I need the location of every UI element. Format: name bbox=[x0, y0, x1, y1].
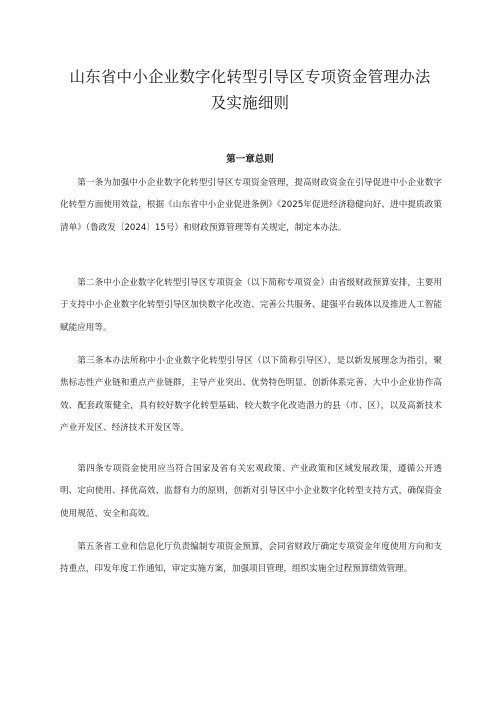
title-line-2: 及实施细则 bbox=[210, 94, 290, 112]
article-5-paragraph: 第五条省工业和信息化厅负责编制专项资金预算，会同省财政厅确定专项资金年度使用方向和支持重点，印发年度工作通知，审定实施方案，加强项目管理，组织实施全过程预算绩效管理。 bbox=[60, 542, 442, 575]
document-title bbox=[40, 64, 460, 116]
article-2-paragraph: 第二条中小企业数字化转型引导区专项资金（以下简称专项资金）由省级财政预算安排，主要用于支持中小企业数字化转型引导区加快数字化改造、完善公共服务、建强平台载体以及推进人工智能赋能应用等。 bbox=[60, 278, 442, 333]
article-3-paragraph: 第三条本办法所称中小企业数字化转型引导区（以下简称引导区），是以新发展理念为指引，聚焦标志性产业链和重点产业链群，主导产业突出、优势特色明显、创新体系完善、大中小企业协作高效、配套政策健全，具有较好数字化转型基础、较大数字化改造潜力的县（市、区），以及高新技术产业开发区、经济技术开发区等。 bbox=[60, 356, 442, 433]
chapter-heading: 第一章总则 bbox=[226, 154, 274, 165]
article-4-paragraph: 第四条专项资金使用应当符合国家及省有关宏观政策、产业政策和区域发展政策，遵循公开透明、定向使用、择优高效、监督有力的原则，创新对引导区中小企业数字化转型支持方式，确保资金使用规范、安全和高效。 bbox=[60, 464, 442, 519]
article-1-paragraph: 第一条为加强中小企业数字化转型引导区专项资金管理，提高财政资金在引导促进中小企业数字化转型方面使用效益，根据《山东省中小企业促进条例》《2025年促进经济稳健向好、进中提质政策清单》（鲁政发〔2024〕15号）和财政预算管理等有关规定，制定本办法。 bbox=[60, 178, 442, 233]
title-line-1: 山东省中小企业数字化转型引导区专项资金管理办法 bbox=[69, 68, 431, 86]
